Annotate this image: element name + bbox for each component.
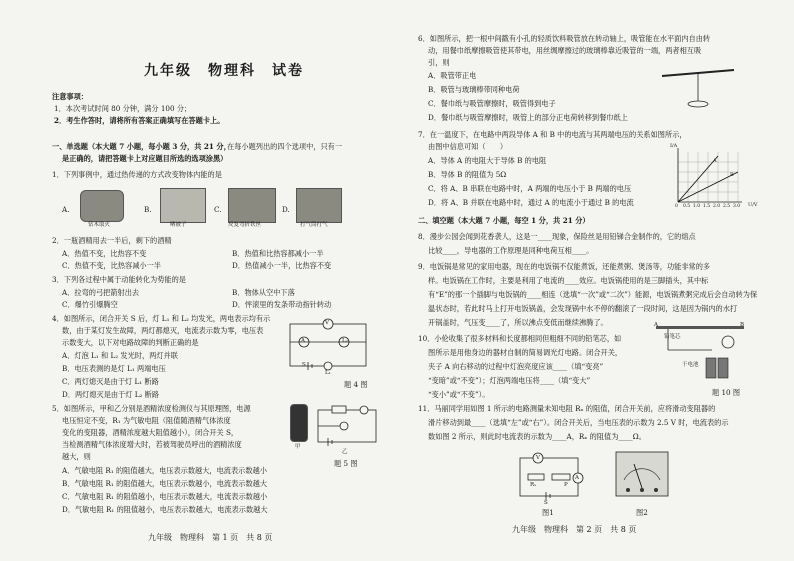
q3-stem: 3．下列各过程中属于动能转化为势能的是 xyxy=(52,275,186,284)
q10-line: “变小”或“不变”）。 xyxy=(428,390,490,399)
q6-line: 引，则 xyxy=(428,58,450,67)
voltmeter-label: V xyxy=(536,455,540,461)
q9-line: 有“E”的那一个插脚与电饭锅的____相连（选填“一次”或“二次”）能源，电饭锅煮粥完成后会自动转为保 xyxy=(428,290,758,299)
page-1 xyxy=(52,0,396,561)
clip-b-label: B xyxy=(740,322,745,328)
q11-line: 11．马丽同学用如图 1 所示的电路测量未知电阻 Rₓ 的阻值，闭合开关前，应将滑动变阻器的 xyxy=(418,404,716,413)
q6-option: D．餐巾纸与吸管摩擦时，吸管上的部分正电荷转移到餐巾纸上 xyxy=(428,113,628,122)
section1-heading-a: 一、单选题（本大题 7 小题，每小题 3 分，共 21 分， xyxy=(52,142,231,151)
q1-caption: 晒被子 xyxy=(170,222,187,228)
alcohol-tester-photo xyxy=(290,404,308,442)
q7-line: 7．在一温度下，在电路中两段导体 A 和 B 中的电流与其两端电压的关系如图所示， xyxy=(418,130,687,139)
q4-option: D．两灯熄灭是由于灯 L₂ 断路 xyxy=(62,390,160,399)
q6-line: 动，用餐巾纸摩擦吸管使其带电，用丝绸摩擦过的玻璃棒靠近吸管的一端，两者相互吸 xyxy=(428,46,702,55)
q7-line: 由图中信息可知（ ） xyxy=(428,142,508,151)
q3-option: A．拉弯的弓把箭射出去 xyxy=(62,288,140,297)
q8-line: 8．漫步公园会闻到花香袭人，这是一____现象，保险丝是用铅锑合金制作的，它的熔点 xyxy=(418,232,696,241)
fig2-caption: 图2 xyxy=(636,508,648,517)
graph-xlabel: U/V xyxy=(748,202,758,208)
q3-option: B．物体从空中下落 xyxy=(232,288,295,297)
quilt-sun-photo xyxy=(160,188,206,223)
q10-line: “变暗”或“不变”）；灯泡两端电压将____（填“变大” xyxy=(428,376,591,385)
q11-line: 数如图 2 所示，则此时电流表的示数为____A，Rₓ 的阻值为____Ω。 xyxy=(428,432,646,441)
q5-line: 5．如图所示，甲和乙分别是酒精浓度检测仪与其原理图，电源 xyxy=(52,404,251,413)
battery-label: 干电池 xyxy=(682,362,699,368)
q5-option: B．气敏电阻 R₁ 的阻值越大，电压表示数越小，电流表示数越大 xyxy=(62,479,268,488)
voltmeter-label: V xyxy=(325,320,329,326)
q9-line: 样。电饭锅在工作时，主要是利用了电流的____效应。电饭锅使用的是三脚插头，其中标 xyxy=(428,276,709,285)
ammeter-dial-fig2 xyxy=(614,450,670,500)
notice-heading: 注意事项： xyxy=(52,92,88,101)
q5-option: C．气敏电阻 R₁ 的阻值越小，电压表示数越大，电流表示数越小 xyxy=(62,492,268,501)
lamp-l1-label: L₁ xyxy=(325,370,331,376)
q1-caption: 打气筒打气 xyxy=(300,222,328,228)
q11-line: 滑片移动到最____（选填“左”或“右”）。闭合开关后，当电压表的示数为 2.5 V 时，电流表的示 xyxy=(428,418,729,427)
graph-xtick: 0 xyxy=(675,204,678,209)
graph-xtick: 1.0 xyxy=(693,204,701,209)
q1-option-label: A. xyxy=(62,205,70,214)
q5-circuit-diagram xyxy=(314,404,380,448)
footer-page-1: 九年级 物理科 第 1 页 共 8 页 xyxy=(148,533,273,542)
q1-caption: 反复弯折铁丝 xyxy=(228,222,262,228)
q5-line: 当检测酒精气体浓度增大时，若被驾驶员呼出的酒精浓度 xyxy=(62,440,242,449)
q2-option: C．热值不变，比热容减小一半 xyxy=(62,261,161,270)
line-b-label: B xyxy=(730,172,734,178)
q5-line: 变化的变阻器，酒精浓度越大阻值越小），闭合开关 S， xyxy=(62,428,239,437)
q3-option: C．爆竹引爆腾空 xyxy=(62,300,118,309)
section2-heading: 二、填空题（本大题 7 小题，每空 1 分，共 21 分） xyxy=(418,216,590,225)
q9-line: 9．电饭锅是常见的家用电器，现在的电饭锅不仅能煮饭，还能煮粥、煲汤等，功能非常的多 xyxy=(418,262,711,271)
q4-option: A．灯泡 L₁ 和 L₂ 发光时，两灯并联 xyxy=(62,351,178,360)
notice-item: 1．本次考试时间 80 分钟，满分 100 分； xyxy=(54,104,192,113)
iu-graph xyxy=(668,146,746,210)
q1-stem: 1．下列事例中，通过热传递的方式改变物体内能的是 xyxy=(52,170,222,179)
q2-option: A．热值不变，比热容不变 xyxy=(62,249,147,258)
q5-line: 电压恒定不变，R₁ 为气敏电阻（阻值随酒精气体浓度 xyxy=(62,416,231,425)
footer-page-2: 九年级 物理科 第 2 页 共 8 页 xyxy=(512,525,637,534)
section1-heading-b: 在每小题列出的四个选项中，只有一 xyxy=(227,142,343,151)
q4-option: B．电压表测的是灯 L₁ 两端电压 xyxy=(62,364,166,373)
switch-label: S xyxy=(302,362,306,368)
q6-option: C．餐巾纸与吸管摩擦时，吸管得到电子 xyxy=(428,99,556,108)
q9-line: 开锅盖时，气压变____了，所以沸点变低而继续沸腾了。 xyxy=(428,318,608,327)
q1-caption: 钻木取火 xyxy=(88,222,111,228)
q4-option: C．两灯熄灭是由于灯 L₁ 断路 xyxy=(62,377,159,386)
lamp-l2-label: L₂ xyxy=(342,338,348,344)
q4-figure-caption: 题 4 图 xyxy=(344,380,368,389)
graph-xtick: 3.0 xyxy=(733,204,741,209)
ammeter-label: A xyxy=(575,475,579,481)
exam-title: 九年级 物理科 试卷 xyxy=(144,63,304,79)
ammeter-label: A xyxy=(301,338,305,344)
q5-option: A．气敏电阻 R₁ 的阻值越大，电压表示数越大，电流表示数越小 xyxy=(62,466,267,475)
q2-option: D．热值减小一半，比热容不变 xyxy=(232,261,332,270)
fig1-caption: 图1 xyxy=(542,508,554,517)
graph-xtick: 2.5 xyxy=(723,204,731,209)
q10-line: 图所示是用他身边的器材自制的简易调光灯电路。闭合开关， xyxy=(428,348,623,357)
q2-stem: 2．一瓶酒精用去一半后，剩下的酒精 xyxy=(52,236,172,245)
q1-option-label: B. xyxy=(144,205,152,214)
clip-a-label: A xyxy=(654,322,658,328)
q4-circuit-diagram xyxy=(284,318,374,378)
q7-option: B．导体 B 的阻值为 5Ω xyxy=(428,170,507,179)
q5-figure-caption: 题 5 图 xyxy=(334,459,358,468)
q10-dimmer-figure xyxy=(652,320,752,382)
q3-option: D．怦滚里的发条带动指针转动 xyxy=(232,300,332,309)
notice-item: 2．考生作答时，请将所有答案正确填写在答题卡上。 xyxy=(54,116,225,125)
q4-line: 4．如图所示，闭合开关 S 后，灯 L₁ 和 L₂ 均发光，两电表示均有示 xyxy=(52,314,271,323)
section1-heading-c: 是正确的，请把答题卡上对应题目所选的选项涂黑） xyxy=(62,154,228,163)
q11-circuit-fig1 xyxy=(514,448,584,502)
q7-option: D．将 A、B 并联在电路中时，通过 A 的电流小于通过 B 的电流 xyxy=(428,198,634,207)
q7-option: A．导体 A 的电阻大于导体 B 的电阻 xyxy=(428,156,547,165)
graph-xtick: 0.5 xyxy=(683,204,691,209)
straw-pivot-figure xyxy=(658,62,738,112)
q4-line: 示数变大，以下对电路故障的判断正确的是 xyxy=(62,338,199,347)
q1-option-label: C. xyxy=(214,205,222,214)
line-a-label: A xyxy=(713,158,717,164)
pump-photo xyxy=(296,188,342,223)
q6-option: B．吸管与玻璃棒带同种电荷 xyxy=(428,85,520,94)
q8-line: 比较____，导电器的工作原理是同种电荷互相____。 xyxy=(428,246,594,255)
q5-line: 越大，则 xyxy=(62,452,91,461)
q6-option: A．吸管带正电 xyxy=(428,71,477,80)
slider-label: P xyxy=(564,482,568,488)
q2-option: B．热值和比热容都减小一半 xyxy=(232,249,324,258)
graph-ylabel: I/A xyxy=(670,143,678,149)
q9-line: 温状态时，若此时马上打开电饭锅盖，会发现锅中水不停的翻滚了一段时间，这是因为锅内的水打 xyxy=(428,304,738,313)
page-2 xyxy=(418,0,763,561)
graph-xtick: 1.5 xyxy=(703,204,711,209)
rx-label: Rₓ xyxy=(530,482,537,488)
q7-option: C．将 A、B 串联在电路中时，A 两端的电压小于 B 两端的电压 xyxy=(428,184,632,193)
q10-figure-caption: 题 10 图 xyxy=(712,388,741,397)
q6-line: 6．如图所示，把一根中间戳有小孔的轻质饮料吸管放在转动轴上，吸管能在水平面内自由转 xyxy=(418,34,711,43)
q5-option: D．气敏电阻 R₁ 的阻值越小，电压表示数越大，电流表示数越大 xyxy=(62,505,268,514)
q1-option-label: D. xyxy=(282,205,290,214)
bending-wire-photo xyxy=(228,188,276,223)
graph-xtick: 2.0 xyxy=(713,204,721,209)
fig-jia-label: 甲 xyxy=(295,444,301,450)
switch-label: S xyxy=(544,500,548,506)
drill-fire-photo xyxy=(80,190,124,222)
q10-line: 10．小伦收集了很多材料和长度都相同但粗细不同的铅笔芯，如 xyxy=(418,334,622,343)
q10-line: 夹子 A 向右移动的过程中灯泡亮度应该____（填“变亮” xyxy=(428,362,604,371)
fig-yi-label: 乙 xyxy=(342,449,348,455)
pencil-lead-label: 铅笔芯 xyxy=(664,334,681,340)
q4-line: 数，由于某灯发生故障，两灯都熄灭，电流表示数为零，电压表 xyxy=(62,326,264,335)
